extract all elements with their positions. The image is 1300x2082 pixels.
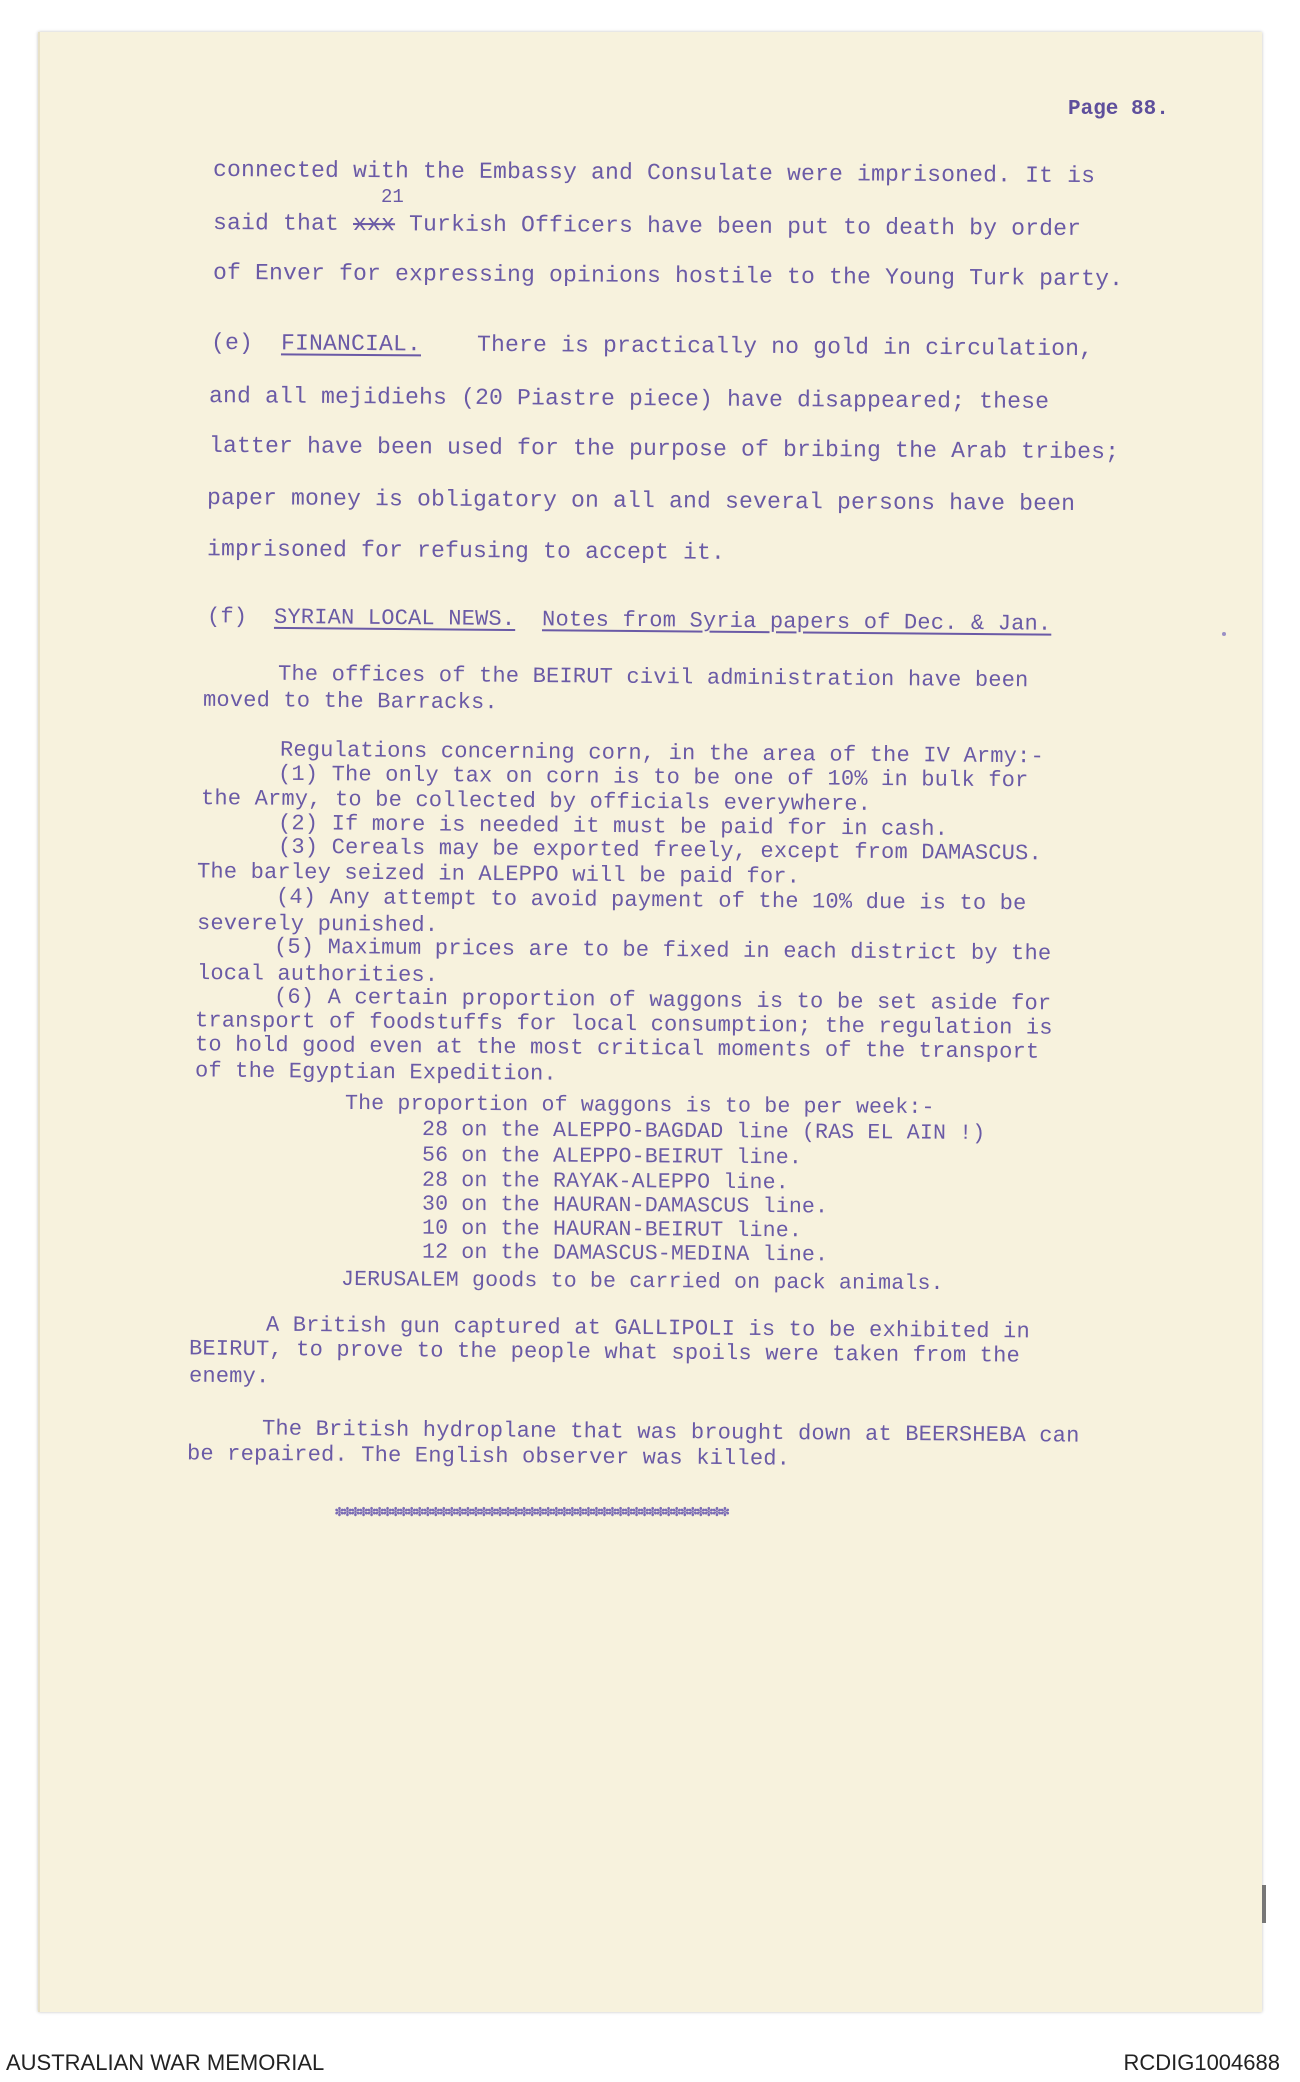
section-label: (e) bbox=[210, 329, 254, 357]
text-segment: said that bbox=[212, 209, 354, 237]
text-line: of Enver for expressing opinions hostile to the Young Turk party. bbox=[212, 259, 1124, 293]
waggon-row: 28 on the ALEPPO-BAGDAD line (RAS EL AIN !) bbox=[421, 1118, 986, 1146]
section-label: (f) bbox=[206, 604, 248, 630]
text-line: enemy. bbox=[188, 1363, 270, 1390]
text-line: imprisoned for refusing to accept it. bbox=[206, 536, 726, 566]
text-line: A British gun captured at GALLIPOLI is to be exhibited in bbox=[265, 1312, 1031, 1345]
text-line: transport of foodstuffs for local consumption; the regulation is bbox=[194, 1008, 1053, 1041]
waggon-row: 10 on the HAURAN-BEIRUT line. bbox=[421, 1216, 803, 1244]
text-line: to hold good even at the most critical moments of the transport bbox=[194, 1032, 1040, 1065]
text-line: (4) Any attempt to avoid payment of the 10% due is to be bbox=[275, 884, 1027, 917]
text-line: the Army, to be collected by officials everywhere. bbox=[200, 786, 872, 817]
text-line: moved to the Barracks. bbox=[202, 687, 498, 716]
section-heading: SYRIAN LOCAL NEWS. bbox=[273, 604, 516, 633]
text-line: The proportion of waggons is to be per week:- bbox=[344, 1091, 935, 1121]
page-number: Page 88. bbox=[1068, 98, 1169, 121]
text-line: (3) Cereals may be exported freely, except from DAMASCUS. bbox=[277, 834, 1043, 867]
text-line: and all mejidiehs (20 Piastre piece) have disappeared; these bbox=[208, 383, 1050, 415]
waggon-row: 56 on the ALEPPO-BEIRUT line. bbox=[421, 1143, 803, 1171]
text-line: The offices of the BEIRUT civil administration have been bbox=[277, 661, 1029, 694]
text-line: connected with the Embassy and Consulate were imprisoned. It is bbox=[212, 156, 1096, 190]
text-line: paper money is obligatory on all and several persons have been bbox=[206, 484, 1076, 518]
section-subheading: Notes from Syria papers of Dec. & Jan. bbox=[541, 607, 1052, 637]
waggon-row: 28 on the RAYAK-ALEPPO line. bbox=[421, 1168, 789, 1196]
text-line: severely punished. bbox=[196, 910, 439, 939]
text-line: (2) If more is needed it must be paid for in cash. bbox=[277, 811, 949, 842]
waggon-row: 12 on the DAMASCUS-MEDINA line. bbox=[421, 1240, 829, 1268]
waggon-row: 30 on the HAURAN-DAMASCUS line. bbox=[421, 1192, 829, 1220]
page-edge-mark bbox=[1262, 1885, 1266, 1923]
text-segment: There is practically no gold in circulation, bbox=[476, 331, 1094, 363]
text-line: local authorities. bbox=[196, 960, 439, 989]
text-line: Regulations concerning corn, in the area of the IV Army:- bbox=[279, 737, 1045, 770]
text-segment: Turkish Officers have been put to death by order bbox=[394, 211, 1082, 243]
text-line: latter have been used for the purpose of bribing the Arab tribes; bbox=[208, 432, 1120, 466]
text-line: The British hydroplane that was brought down at BEERSHEBA can bbox=[261, 1416, 1080, 1449]
text-line: BEIRUT, to prove to the people what spoils were taken from the bbox=[188, 1336, 1021, 1369]
footer-institution: AUSTRALIAN WAR MEMORIAL bbox=[6, 2050, 325, 2075]
text-line: (1) The only tax on corn is to be one of 10% in bulk for bbox=[277, 761, 1029, 794]
asterisk-divider: ✽✽✽✽✽✽✽✽✽✽✽✽✽✽✽✽✽✽✽✽✽✽✽✽✽✽✽✽✽✽✽✽✽✽✽✽✽✽✽✽✽✽✽✽✽✽✽✽✽ bbox=[335, 1504, 729, 1521]
text-line: (6) A certain proportion of waggons is to be set aside for bbox=[273, 984, 1052, 1017]
text-line: JERUSALEM goods to be carried on pack animals. bbox=[340, 1267, 944, 1297]
section-heading: FINANCIAL. bbox=[280, 330, 422, 358]
footer-record-id: RCDIG1004688 bbox=[1123, 2050, 1280, 2075]
text-line: be repaired. The English observer was killed. bbox=[186, 1441, 791, 1472]
ink-dot bbox=[1222, 632, 1226, 636]
text-line: The barley seized in ALEPPO will be paid for. bbox=[196, 859, 801, 890]
text-line: of the Egyptian Expedition. bbox=[194, 1058, 557, 1087]
struck-text: xxx bbox=[352, 210, 396, 238]
text-line: (5) Maximum prices are to be fixed in each district by the bbox=[273, 934, 1052, 967]
handwritten-insert: 21 bbox=[381, 186, 404, 208]
